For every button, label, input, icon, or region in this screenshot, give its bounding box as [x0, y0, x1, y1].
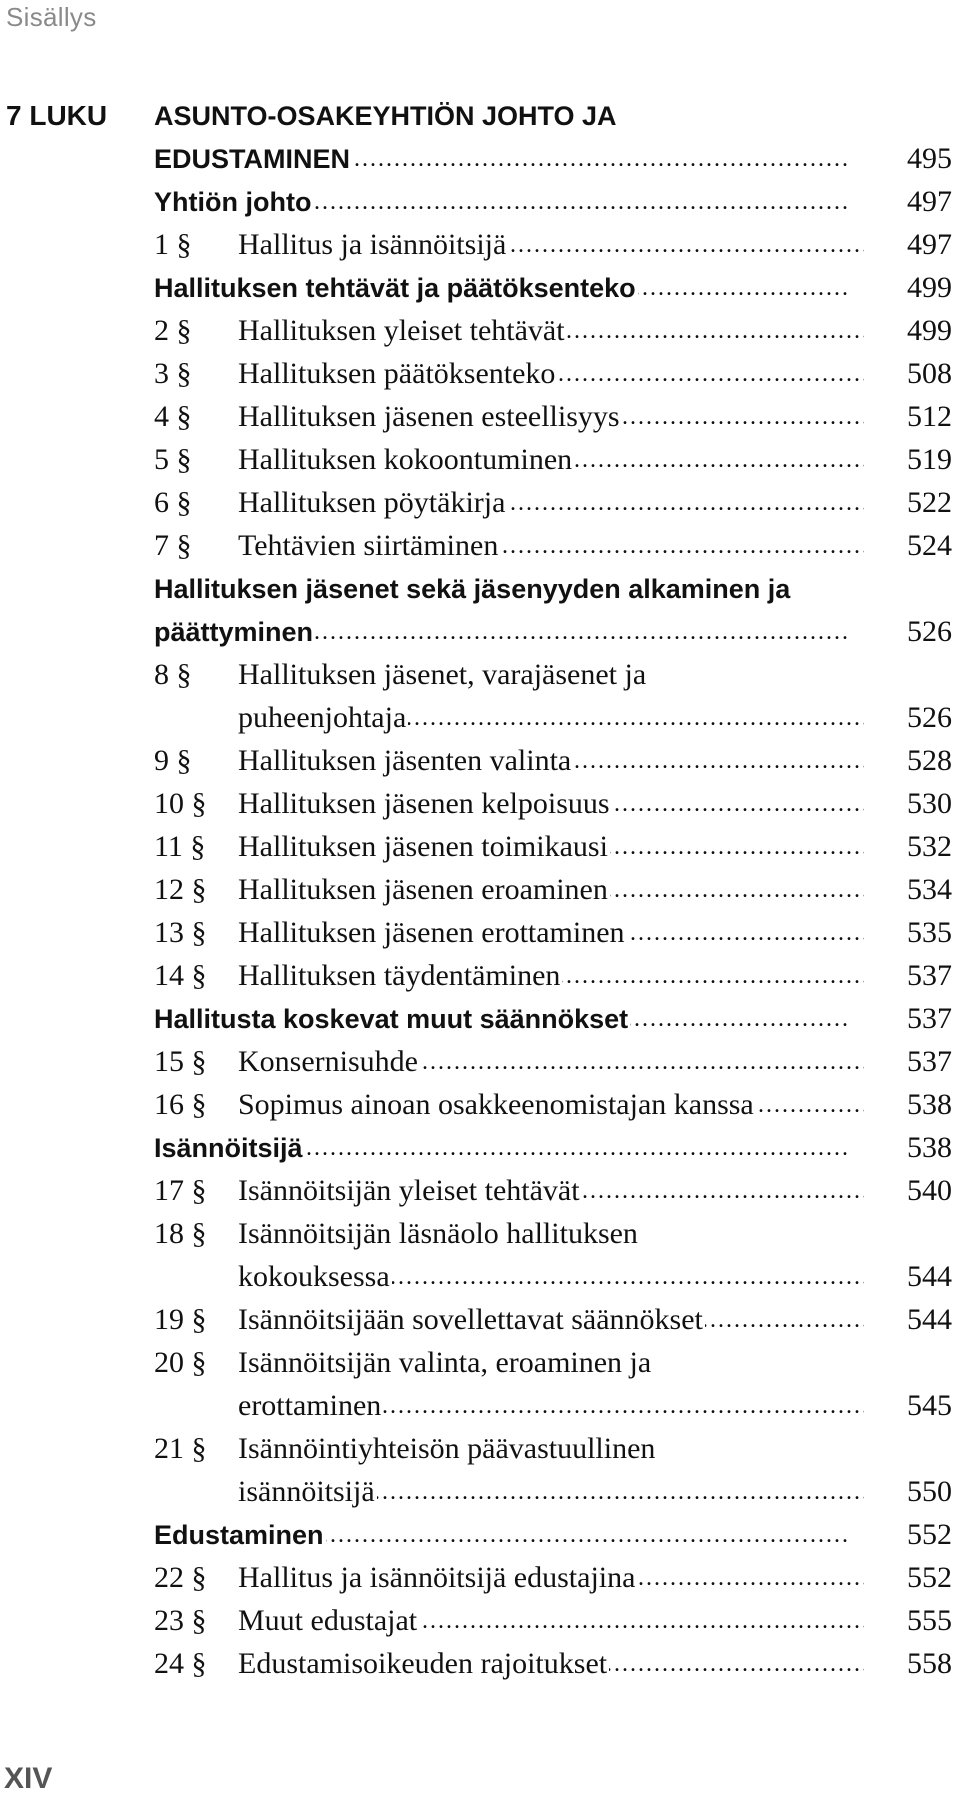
toc-entry: [154, 310, 956, 353]
toc-entry: [154, 1428, 956, 1471]
toc-page-number: 552: [907, 1561, 952, 1594]
section-number: 19 §: [154, 1303, 207, 1336]
toc-entry-title: Hallituksen kokoontuminen: [238, 443, 573, 476]
toc-entry: [154, 955, 956, 998]
dot-leader: [238, 1256, 864, 1299]
toc-entry: [154, 611, 956, 654]
toc-entry-title: Hallituksen jäsenen kelpoisuus: [238, 787, 610, 820]
toc-page-number: 538: [907, 1131, 952, 1164]
toc-entry-title: kokouksessa: [238, 1260, 390, 1293]
toc-page-number: 526: [907, 615, 952, 648]
dot-leader: [238, 525, 864, 568]
toc-page-number: 522: [907, 486, 952, 519]
page-folio: XIV: [4, 1762, 53, 1795]
toc-entry-title: Edustamisoikeuden rajoitukset: [238, 1647, 608, 1680]
dot-leader: [238, 1385, 864, 1428]
dot-leader: [238, 697, 864, 740]
section-number: 2 §: [154, 314, 192, 347]
dot-leader: [238, 224, 864, 267]
toc-page-number: 538: [907, 1088, 952, 1121]
toc-entry-title: Isännöitsijän yleiset tehtävät: [238, 1174, 580, 1207]
toc-page-number: 532: [907, 830, 952, 863]
toc-entry: [154, 740, 956, 783]
section-number: 14 §: [154, 959, 207, 992]
section-number: 4 §: [154, 400, 192, 433]
toc-page-number: 534: [907, 873, 952, 906]
toc-page-number: 537: [907, 959, 952, 992]
toc-entry: [154, 826, 956, 869]
section-number: 16 §: [154, 1088, 207, 1121]
toc-entry-title: Sopimus ainoan osakkeenomistajan kanssa: [238, 1088, 754, 1121]
toc-page-number: 519: [907, 443, 952, 476]
toc-page-number: 495: [907, 142, 952, 175]
section-number: 12 §: [154, 873, 207, 906]
dot-leader: [154, 1514, 864, 1557]
toc-entry: [154, 1385, 956, 1428]
toc-entry: [154, 998, 956, 1041]
dot-leader: [238, 740, 864, 783]
toc-entry-title: Muut edustajat: [238, 1604, 418, 1637]
section-number: 6 §: [154, 486, 192, 519]
toc-entry-title: Hallituksen jäsenet sekä jäsenyyden alkaminen ja: [154, 574, 791, 604]
toc-entry: [154, 869, 956, 912]
toc-entry-title: isännöitsijä: [238, 1475, 375, 1508]
toc-page-number: 499: [907, 314, 952, 347]
toc-entry: [154, 181, 956, 224]
section-number: 3 §: [154, 357, 192, 390]
toc-entry: [154, 568, 956, 611]
toc-entry-title: EDUSTAMINEN: [154, 144, 351, 174]
dot-leader: [154, 267, 864, 310]
dot-leader: [154, 1127, 864, 1170]
toc-entry-title: erottaminen: [238, 1389, 382, 1422]
toc-entry-title: puheenjohtaja: [238, 701, 407, 734]
dot-leader: [238, 1600, 864, 1643]
toc-page-number: 526: [907, 701, 952, 734]
dot-leader: [238, 1084, 864, 1127]
dot-leader: [238, 1170, 864, 1213]
toc-entry: [154, 1471, 956, 1514]
section-number: 18 §: [154, 1217, 207, 1250]
section-number: 24 §: [154, 1647, 207, 1680]
dot-leader: [238, 1471, 864, 1514]
toc-entry: [154, 439, 956, 482]
toc-entry: [154, 138, 956, 181]
toc-entry: [154, 95, 956, 138]
toc-entry-title: Konsernisuhde: [238, 1045, 418, 1078]
toc-page-number: 535: [907, 916, 952, 949]
toc-page-number: 512: [907, 400, 952, 433]
dot-leader: [238, 1041, 864, 1084]
toc-page-number: 544: [907, 1260, 952, 1293]
toc-entry-title: Isännöintiyhteisön päävastuullinen: [238, 1432, 656, 1465]
toc-entry: [154, 1170, 956, 1213]
toc-page-number: 540: [907, 1174, 952, 1207]
toc-page-number: 544: [907, 1303, 952, 1336]
toc-page-number: 528: [907, 744, 952, 777]
toc-entry-title: Hallituksen jäsenen erottaminen: [238, 916, 625, 949]
toc-entry-title: Hallituksen tehtävät ja päätöksenteko: [154, 273, 636, 303]
toc-page-number: 524: [907, 529, 952, 562]
dot-leader: [154, 181, 864, 224]
toc-entry-title: Hallitus ja isännöitsijä: [238, 228, 507, 261]
toc-entry-title: Hallituksen pöytäkirja: [238, 486, 506, 519]
section-number: 1 §: [154, 228, 192, 261]
toc-entry-title: Hallitusta koskevat muut säännökset: [154, 1004, 629, 1034]
dot-leader: [238, 310, 864, 353]
toc-entry-title: Isännöitsijän valinta, eroaminen ja: [238, 1346, 652, 1379]
table-of-contents: [154, 95, 956, 1686]
toc-entry: [154, 482, 956, 525]
dot-leader: [238, 783, 864, 826]
dot-leader: [154, 611, 864, 654]
section-number: 8 §: [154, 658, 192, 691]
toc-page-number: 558: [907, 1647, 952, 1680]
toc-page-number: 555: [907, 1604, 952, 1637]
toc-page-number: 550: [907, 1475, 952, 1508]
section-number: 10 §: [154, 787, 207, 820]
toc-entry: [154, 525, 956, 568]
toc-entry-title: Tehtävien siirtäminen: [238, 529, 499, 562]
toc-entry: [154, 267, 956, 310]
toc-entry-title: Hallituksen jäsenten valinta: [238, 744, 572, 777]
toc-entry-title: Hallituksen jäsenet, varajäsenet ja: [238, 658, 647, 691]
toc-entry-title: Isännöitsijään sovellettavat säännökset: [238, 1303, 703, 1336]
dot-leader: [238, 396, 864, 439]
toc-entry-title: Hallituksen jäsenen esteellisyys: [238, 400, 620, 433]
dot-leader: [238, 826, 864, 869]
toc-entry: [154, 1643, 956, 1686]
dot-leader: [154, 138, 864, 181]
toc-entry: [154, 1213, 956, 1256]
toc-entry: [154, 1084, 956, 1127]
dot-leader: [238, 955, 864, 998]
toc-entry: [154, 1041, 956, 1084]
toc-entry: [154, 1256, 956, 1299]
dot-leader: [238, 482, 864, 525]
toc-entry: [154, 783, 956, 826]
section-number: 9 §: [154, 744, 192, 777]
toc-page-number: 499: [907, 271, 952, 304]
dot-leader: [238, 869, 864, 912]
toc-entry: [154, 396, 956, 439]
toc-page-number: 497: [907, 228, 952, 261]
toc-entry-title: Isännöitsijän läsnäolo hallituksen: [238, 1217, 638, 1250]
running-head: Sisällys: [6, 2, 97, 32]
dot-leader: [238, 1557, 864, 1600]
toc-entry-title: Hallituksen jäsenen toimikausi: [238, 830, 608, 863]
toc-entry: [154, 353, 956, 396]
section-number: 15 §: [154, 1045, 207, 1078]
toc-entry: [154, 697, 956, 740]
section-number: 17 §: [154, 1174, 207, 1207]
toc-entry-title: Hallituksen täydentäminen: [238, 959, 561, 992]
dot-leader: [238, 439, 864, 482]
toc-entry: [154, 654, 956, 697]
toc-entry: [154, 1600, 956, 1643]
toc-entry: [154, 1299, 956, 1342]
section-number: 23 §: [154, 1604, 207, 1637]
toc-entry: [154, 912, 956, 955]
section-number: 13 §: [154, 916, 207, 949]
toc-entry-title: Hallituksen yleiset tehtävät: [238, 314, 565, 347]
section-number: 21 §: [154, 1432, 207, 1465]
toc-entry: [154, 1342, 956, 1385]
dot-leader: [238, 1299, 864, 1342]
toc-entry-title: Hallitus ja isännöitsijä edustajina: [238, 1561, 636, 1594]
toc-entry-title: Hallituksen jäsenen eroaminen: [238, 873, 608, 906]
section-number: 7 §: [154, 529, 192, 562]
dot-leader: [238, 353, 864, 396]
toc-entry-title: päättyminen: [154, 617, 314, 647]
toc-entry: [154, 1127, 956, 1170]
dot-leader: [238, 912, 864, 955]
section-number: 22 §: [154, 1561, 207, 1594]
toc-entry-title: Yhtiön johto: [154, 187, 312, 217]
section-number: 20 §: [154, 1346, 207, 1379]
toc-entry-title: Isännöitsijä: [154, 1133, 303, 1163]
chapter-label: 7 LUKU: [6, 100, 108, 131]
toc-entry-title: Hallituksen päätöksenteko: [238, 357, 556, 390]
toc-entry: [154, 224, 956, 267]
toc-page-number: 537: [907, 1045, 952, 1078]
toc-page-number: 508: [907, 357, 952, 390]
toc-page-number: 537: [907, 1002, 952, 1035]
section-number: 5 §: [154, 443, 192, 476]
toc-entry-title: Edustaminen: [154, 1520, 324, 1550]
toc-page-number: 530: [907, 787, 952, 820]
dot-leader: [154, 998, 864, 1041]
toc-entry: [154, 1557, 956, 1600]
dot-leader: [238, 1643, 864, 1686]
toc-entry: [154, 1514, 956, 1557]
toc-page-number: 497: [907, 185, 952, 218]
toc-entry-title: ASUNTO-OSAKEYHTIÖN JOHTO JA: [154, 101, 617, 131]
toc-page-number: 545: [907, 1389, 952, 1422]
toc-page-number: 552: [907, 1518, 952, 1551]
section-number: 11 §: [154, 830, 206, 863]
